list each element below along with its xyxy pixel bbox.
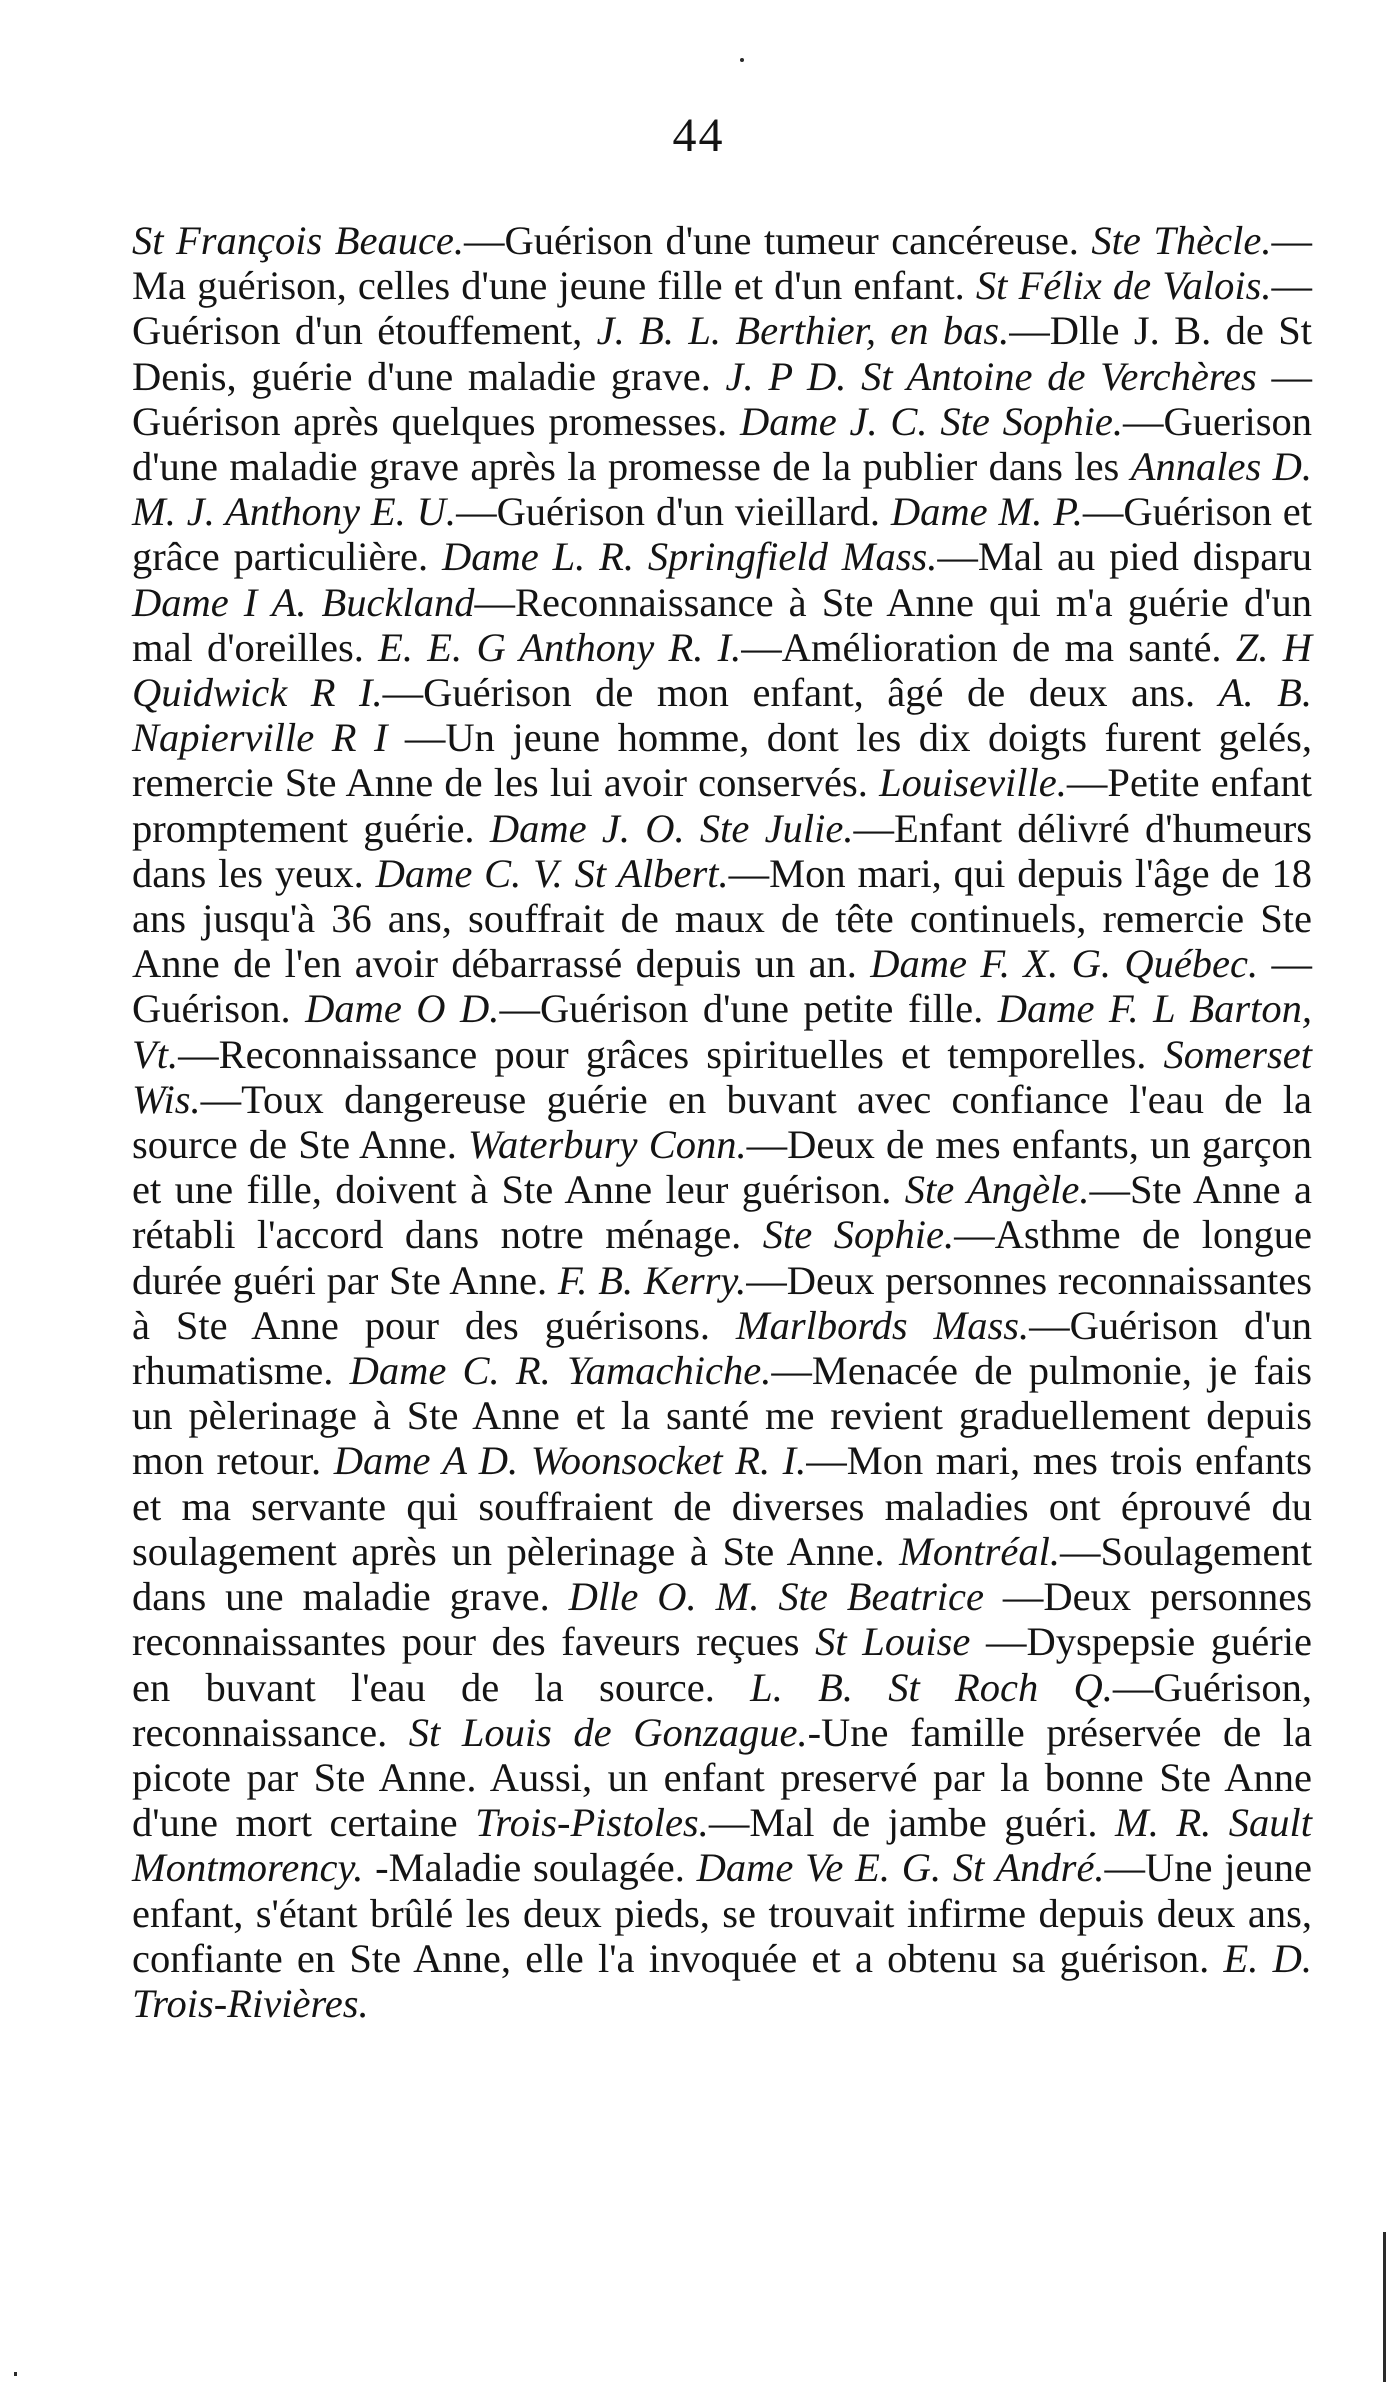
testimonial-run: —Guérison après quelques promesses. bbox=[132, 353, 1313, 444]
testimonial-run: —Guerison d'une maladie grave après la promesse de la publier dans les bbox=[132, 398, 1312, 490]
page-number: 44 bbox=[672, 109, 725, 162]
testimonial-run: —Mal de jambe guéri. bbox=[708, 1800, 1116, 1846]
place-or-name-run: St François Beauce. bbox=[132, 218, 465, 263]
place-or-name-run: Dame O D. bbox=[305, 986, 500, 1032]
place-or-name-run: Dame L. R. Springfield Mass. bbox=[441, 534, 938, 580]
place-or-name-run: Ste Sophie. bbox=[762, 1212, 955, 1258]
print-speck bbox=[740, 58, 744, 62]
place-or-name-run: Montréal. bbox=[899, 1528, 1061, 1574]
place-or-name-run: Marlbords Mass. bbox=[735, 1302, 1030, 1348]
place-or-name-run: Dlle O. M. Ste Beatrice bbox=[568, 1574, 984, 1620]
testimonial-run: —Dyspepsie guérie en buvant l'eau de la source. bbox=[132, 1619, 1312, 1710]
testimonial-run: —Dlle J. B. de St Denis, guérie d'une maladie grave. bbox=[132, 308, 1312, 399]
testimonials-paragraph bbox=[132, 218, 1312, 2026]
print-speck bbox=[14, 2372, 17, 2376]
place-or-name-run: Dame J. O. Ste Julie. bbox=[489, 805, 854, 851]
place-or-name-run: J. B. L. Berthier, en bas. bbox=[596, 308, 1010, 354]
testimonial-run: —Guérison d'une petite fille. bbox=[499, 986, 998, 1032]
place-or-name-run: Ste Angèle. bbox=[904, 1167, 1090, 1213]
place-or-name-run: St Louise bbox=[815, 1619, 971, 1665]
place-or-name-run: E. D. Trois-Rivières. bbox=[132, 1935, 1312, 2026]
testimonial-run: —Petite enfant promptement guérie. bbox=[132, 760, 1312, 851]
place-or-name-run: Dame J. C. Ste Sophie. bbox=[739, 398, 1124, 444]
place-or-name-run: Annales D. M. J. Anthony E. U. bbox=[132, 444, 1312, 535]
testimonial-run: —Mon mari, mes trois enfants et ma servante qui souffraient de diverses maladies ont éprouvé du soulagement après un pèlerinage à Ste Anne. bbox=[132, 1438, 1312, 1574]
testimonial-run: —Guérison. bbox=[132, 941, 1312, 1032]
place-or-name-run: Dame F. X. G. Québec. bbox=[870, 941, 1259, 987]
testimonial-run: —Ma guérison, celles d'une jeune fille et d'un enfant. bbox=[132, 218, 1312, 309]
place-or-name-run: Trois-Pistoles. bbox=[475, 1800, 709, 1846]
testimonial-run: —Guérison d'un vieillard. bbox=[456, 489, 891, 535]
testimonial-run: —Asthme de longue durée guéri par Ste Anne. bbox=[132, 1212, 1312, 1303]
testimonial-run: —Guérison d'un étouffement, bbox=[132, 263, 1312, 354]
place-or-name-run: Louiseville. bbox=[879, 760, 1067, 806]
place-or-name-run: Dame M. P. bbox=[890, 489, 1083, 535]
place-or-name-run: Z. H Quidwick R I. bbox=[132, 624, 1312, 716]
place-or-name-run: Dame F. L Barton, Vt. bbox=[132, 986, 1312, 1077]
place-or-name-run: Ste Thècle. bbox=[1091, 218, 1272, 263]
testimonial-run: —Mon mari, qui depuis l'âge de 18 ans jusqu'à 36 ans, souffrait de maux de tête continuels, remercie Ste Anne de l'en avoir débarrassé depuis un an. bbox=[132, 850, 1312, 987]
testimonial-run: —Un jeune homme, dont les dix doigts furent gelés, remercie Ste Anne de les lui avoir conservés. bbox=[132, 715, 1313, 806]
testimonial-run: —Reconnaissance pour grâces spirituelles et temporelles. bbox=[178, 1031, 1164, 1077]
place-or-name-run: A. B. Napierville R I bbox=[132, 670, 1312, 761]
place-or-name-run: M. R. Sault Montmorency. bbox=[132, 1800, 1313, 1891]
testimonial-run: —Toux dangereuse guérie en buvant avec confiance l'eau de la source de Ste Anne. bbox=[132, 1076, 1312, 1168]
testimonial-run: -Une famille préservée de la picote par Ste Anne. Aussi, un enfant preservé par la bonne Ste Anne d'une mort certaine bbox=[132, 1709, 1312, 1846]
place-or-name-run: Dame Ve E. G. St André. bbox=[696, 1845, 1105, 1891]
testimonial-run: —Enfant délivré d'humeurs dans les yeux. bbox=[132, 805, 1312, 896]
testimonial-run: —Guérison et grâce particulière. bbox=[132, 489, 1313, 580]
place-or-name-run: St Louis de Gonzague. bbox=[408, 1709, 808, 1755]
testimonial-run: —Guérison d'un rhumatisme. bbox=[132, 1302, 1312, 1394]
testimonial-run: -Maladie soulagée. bbox=[363, 1845, 697, 1891]
testimonial-run: —Amélioration de ma santé. bbox=[741, 624, 1236, 670]
place-or-name-run: E. E. G Anthony R. I. bbox=[378, 624, 742, 670]
testimonial-run: —Reconnaissance à Ste Anne qui m'a guérie d'un mal d'oreilles. bbox=[132, 579, 1312, 670]
testimonial-run: —Deux personnes reconnaissantes pour des faveurs reçues bbox=[132, 1574, 1312, 1665]
place-or-name-run: Waterbury Conn. bbox=[468, 1122, 747, 1168]
testimonial-run: —Guérison de mon enfant, âgé de deux ans. bbox=[382, 670, 1219, 716]
testimonial-run: —Soulagement dans une maladie grave. bbox=[132, 1528, 1312, 1620]
testimonial-run: —Deux de mes enfants, un garçon et une fille, doivent à Ste Anne leur guérison. bbox=[132, 1122, 1312, 1213]
testimonial-run: —Menacée de pulmonie, je fais un pèlerinage à Ste Anne et la santé me revient graduellement depuis mon retour. bbox=[132, 1348, 1312, 1484]
place-or-name-run: Dame I A. Buckland bbox=[132, 579, 475, 625]
place-or-name-run: L. B. St Roch Q. bbox=[750, 1664, 1113, 1710]
testimonial-run: —Guérison d'une tumeur cancéreuse. bbox=[464, 218, 1092, 263]
place-or-name-run: J. P D. St Antoine de Verchères bbox=[725, 353, 1257, 399]
place-or-name-run: Somerset Wis. bbox=[132, 1031, 1312, 1122]
testimonial-run: —Mal au pied disparu bbox=[937, 534, 1312, 580]
testimonial-run: —Une jeune enfant, s'étant brûlé les deux pieds, se trouvait infirme depuis deux ans, confiante en Ste Anne, elle l'a invoquée et a obtenu sa guérison. bbox=[132, 1845, 1312, 1981]
place-or-name-run: St Félix de Valois. bbox=[975, 263, 1272, 309]
testimonial-run: —Deux personnes reconnaissantes à Ste Anne pour des guérisons. bbox=[132, 1257, 1313, 1348]
place-or-name-run: F. B. Kerry. bbox=[557, 1257, 747, 1303]
margin-rule bbox=[1383, 2232, 1386, 2382]
place-or-name-run: Dame C. R. Yamachiche. bbox=[349, 1348, 772, 1394]
testimonial-run: —Guérison, reconnaissance. bbox=[132, 1664, 1313, 1755]
place-or-name-run: Dame A D. Woonsocket R. I. bbox=[333, 1438, 807, 1484]
place-or-name-run: Dame C. V. St Albert. bbox=[375, 850, 729, 896]
testimonial-run: —Ste Anne a rétabli l'accord dans notre ménage. bbox=[132, 1167, 1312, 1258]
